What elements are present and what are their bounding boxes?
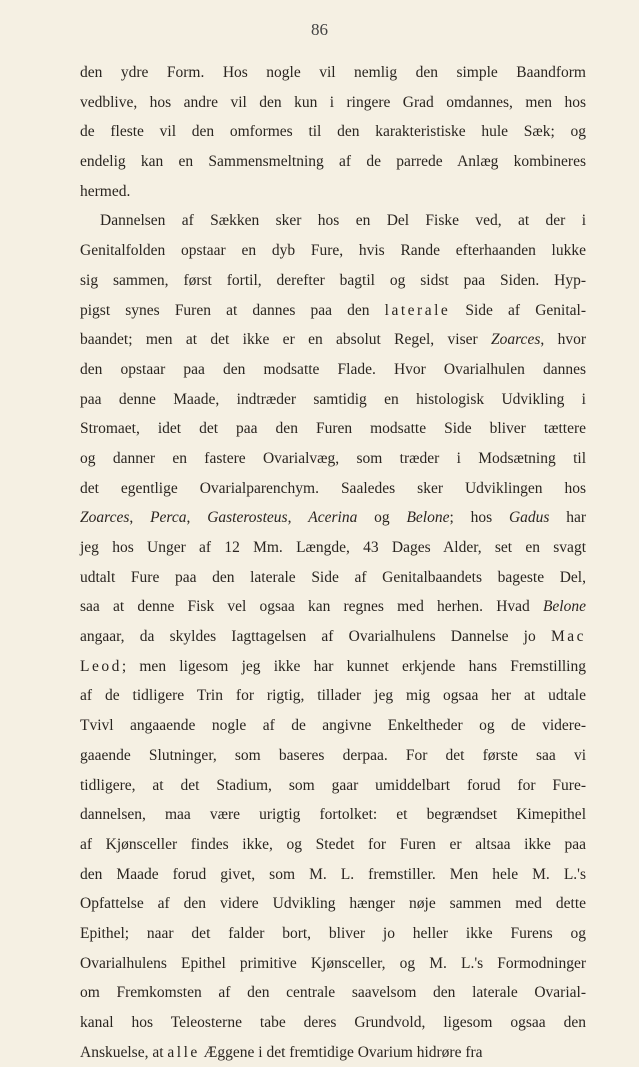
italic-text: Zoarces <box>80 509 130 527</box>
text-line <box>80 978 586 1008</box>
text-segment: og <box>357 509 407 527</box>
spaced-text: laterale <box>384 301 451 319</box>
text-line <box>80 800 586 830</box>
text-line <box>80 860 586 890</box>
text-line <box>80 414 586 444</box>
text-segment: det egentlige Ovarialparenchym. Saaledes sker Udviklingen hos <box>80 479 586 497</box>
spaced-text: alle <box>167 1043 200 1061</box>
text-segment: saa at denne Fisk vel ogsaa kan regnes med herhen. Hvad <box>80 598 543 616</box>
text-segment: og danner en fastere Ovarialvæg, som træder i Modsætning til <box>80 449 586 467</box>
text-line <box>80 117 586 147</box>
italic-text: Zoarces <box>490 331 541 349</box>
text-segment: ; men ligesom jeg ikke har kunnet erkjende hans Fremstilling <box>121 657 586 675</box>
text-segment: pigst synes Furen at dannes paa den <box>80 301 385 319</box>
text-line <box>80 533 586 563</box>
text-segment: Dannelsen af Sækken sker hos en Del Fiske ved, at der i <box>100 212 586 230</box>
text-segment: hermed. <box>80 182 131 200</box>
text-line <box>80 474 586 504</box>
text-line <box>80 236 586 266</box>
text-line <box>80 592 586 622</box>
text-segment: Ovarialhulens Epithel primitive Kjønsceller, og M. L.'s Formodninger <box>80 954 586 972</box>
text-segment: , <box>129 509 151 527</box>
text-line <box>80 1038 586 1067</box>
text-segment: kanal hos Teleosterne tabe deres Grundvold, ligesom ogsaa den <box>80 1014 586 1031</box>
text-segment: sig sammen, først fortil, derefter bagtil og sidst paa Siden. Hyp- <box>80 271 586 289</box>
text-segment: af de tidligere Trin for rigtig, tillader jeg mig ogsaa her at udtale <box>80 687 586 705</box>
text-line <box>80 711 586 741</box>
text-segment: Side af Genital- <box>450 301 586 319</box>
italic-text: Belone <box>406 509 450 527</box>
text-line <box>80 444 586 474</box>
text-line <box>80 325 586 355</box>
text-segment: gaaende Slutninger, som baseres derpaa. For det første saa vi <box>80 746 586 764</box>
text-line <box>80 652 586 682</box>
text-segment: jeg hos Unger af 12 Mm. Længde, 43 Dages Alder, set en svagt <box>80 539 586 556</box>
italic-text: Acerina <box>308 509 358 527</box>
text-line <box>80 741 586 771</box>
italic-text: Gasterosteus <box>207 509 288 527</box>
text-segment: om Fremkomsten af den centrale saavelsom den laterale Ovarial- <box>80 984 586 1002</box>
text-segment: Æggene i det fremtidige Ovarium hidrøre fra <box>199 1043 483 1061</box>
paragraph <box>80 58 586 206</box>
text-line <box>80 622 586 652</box>
text-line <box>80 563 586 593</box>
text-segment: udtalt Fure paa den laterale Side af Genitalbaandets bageste Del, <box>80 568 586 586</box>
text-segment: paa denne Maade, indtræder samtidig en histologisk Udvikling i <box>80 390 586 408</box>
text-line <box>80 147 586 177</box>
text-segment: ; hos <box>449 509 509 527</box>
text-line <box>80 355 586 385</box>
text-line <box>80 206 586 236</box>
text-line <box>80 88 586 118</box>
text-line <box>80 503 586 533</box>
italic-text: Gadus <box>508 509 550 527</box>
text-line <box>80 919 586 949</box>
text-segment: Tvivl angaaende nogle af de angivne Enkeltheder og de videre- <box>80 717 586 735</box>
text-line <box>80 889 586 919</box>
italic-text: Perca <box>150 509 187 527</box>
text-segment: Epithel; naar det falder bort, bliver jo heller ikke Furens og <box>80 924 586 942</box>
italic-text: Belone <box>542 598 586 616</box>
text-segment: , hvor <box>540 331 586 349</box>
text-line <box>80 58 586 88</box>
text-line <box>80 296 586 326</box>
text-segment: af Kjønsceller findes ikke, og Stedet for Furen er altsaa ikke paa <box>80 835 586 853</box>
text-segment: Opfattelse af den videre Udvikling hænger nøje sammen med dette <box>80 895 586 913</box>
text-segment: den Maade forud givet, som M. L. fremstiller. Men hele M. L.'s <box>80 865 586 883</box>
text-line <box>80 771 586 801</box>
page-number: 86 <box>311 20 328 39</box>
text-segment: angaar, da skyldes Iagttagelsen af Ovarialhulens Dannelse jo <box>80 628 551 646</box>
text-segment: Stromaet, idet det paa den Furen modsatte Side bliver tættere <box>80 420 586 438</box>
spaced-text: Mac <box>550 628 586 646</box>
text-segment: baandet; men at det ikke er en absolut Regel, viser <box>80 331 491 349</box>
text-segment: tidligere, at det Stadium, som gaar umiddelbart forud for Fure- <box>80 776 586 794</box>
text-segment: , <box>186 509 208 527</box>
text-line <box>80 681 586 711</box>
text-segment: endelig kan en Sammensmeltning af de parrede Anlæg kombineres <box>80 153 586 171</box>
paragraph <box>80 206 586 1067</box>
text-line <box>80 1008 586 1038</box>
text-line <box>80 830 586 860</box>
text-segment: dannelsen, maa være urigtig fortolket: et begrændset Kimepithel <box>80 806 586 824</box>
body-text <box>80 58 586 1067</box>
text-segment: den ydre Form. Hos nogle vil nemlig den simple Baandform <box>80 64 586 81</box>
text-line <box>80 949 586 979</box>
text-line <box>80 385 586 415</box>
text-segment: har <box>549 509 587 527</box>
text-segment: , <box>287 509 309 527</box>
text-segment: Anskuelse, at <box>80 1043 168 1061</box>
spaced-text: Leod <box>80 657 122 675</box>
text-segment: Genitalfolden opstaar en dyb Fure, hvis Rande efterhaanden lukke <box>80 242 586 260</box>
text-line <box>80 266 586 296</box>
text-line <box>80 177 586 207</box>
text-segment: den opstaar paa den modsatte Flade. Hvor Ovarialhulen dannes <box>80 360 586 378</box>
text-segment: vedblive, hos andre vil den kun i ringere Grad omdannes, men hos <box>80 93 586 111</box>
text-segment: de fleste vil den omformes til den karakteristiske hule Sæk; og <box>80 123 586 141</box>
